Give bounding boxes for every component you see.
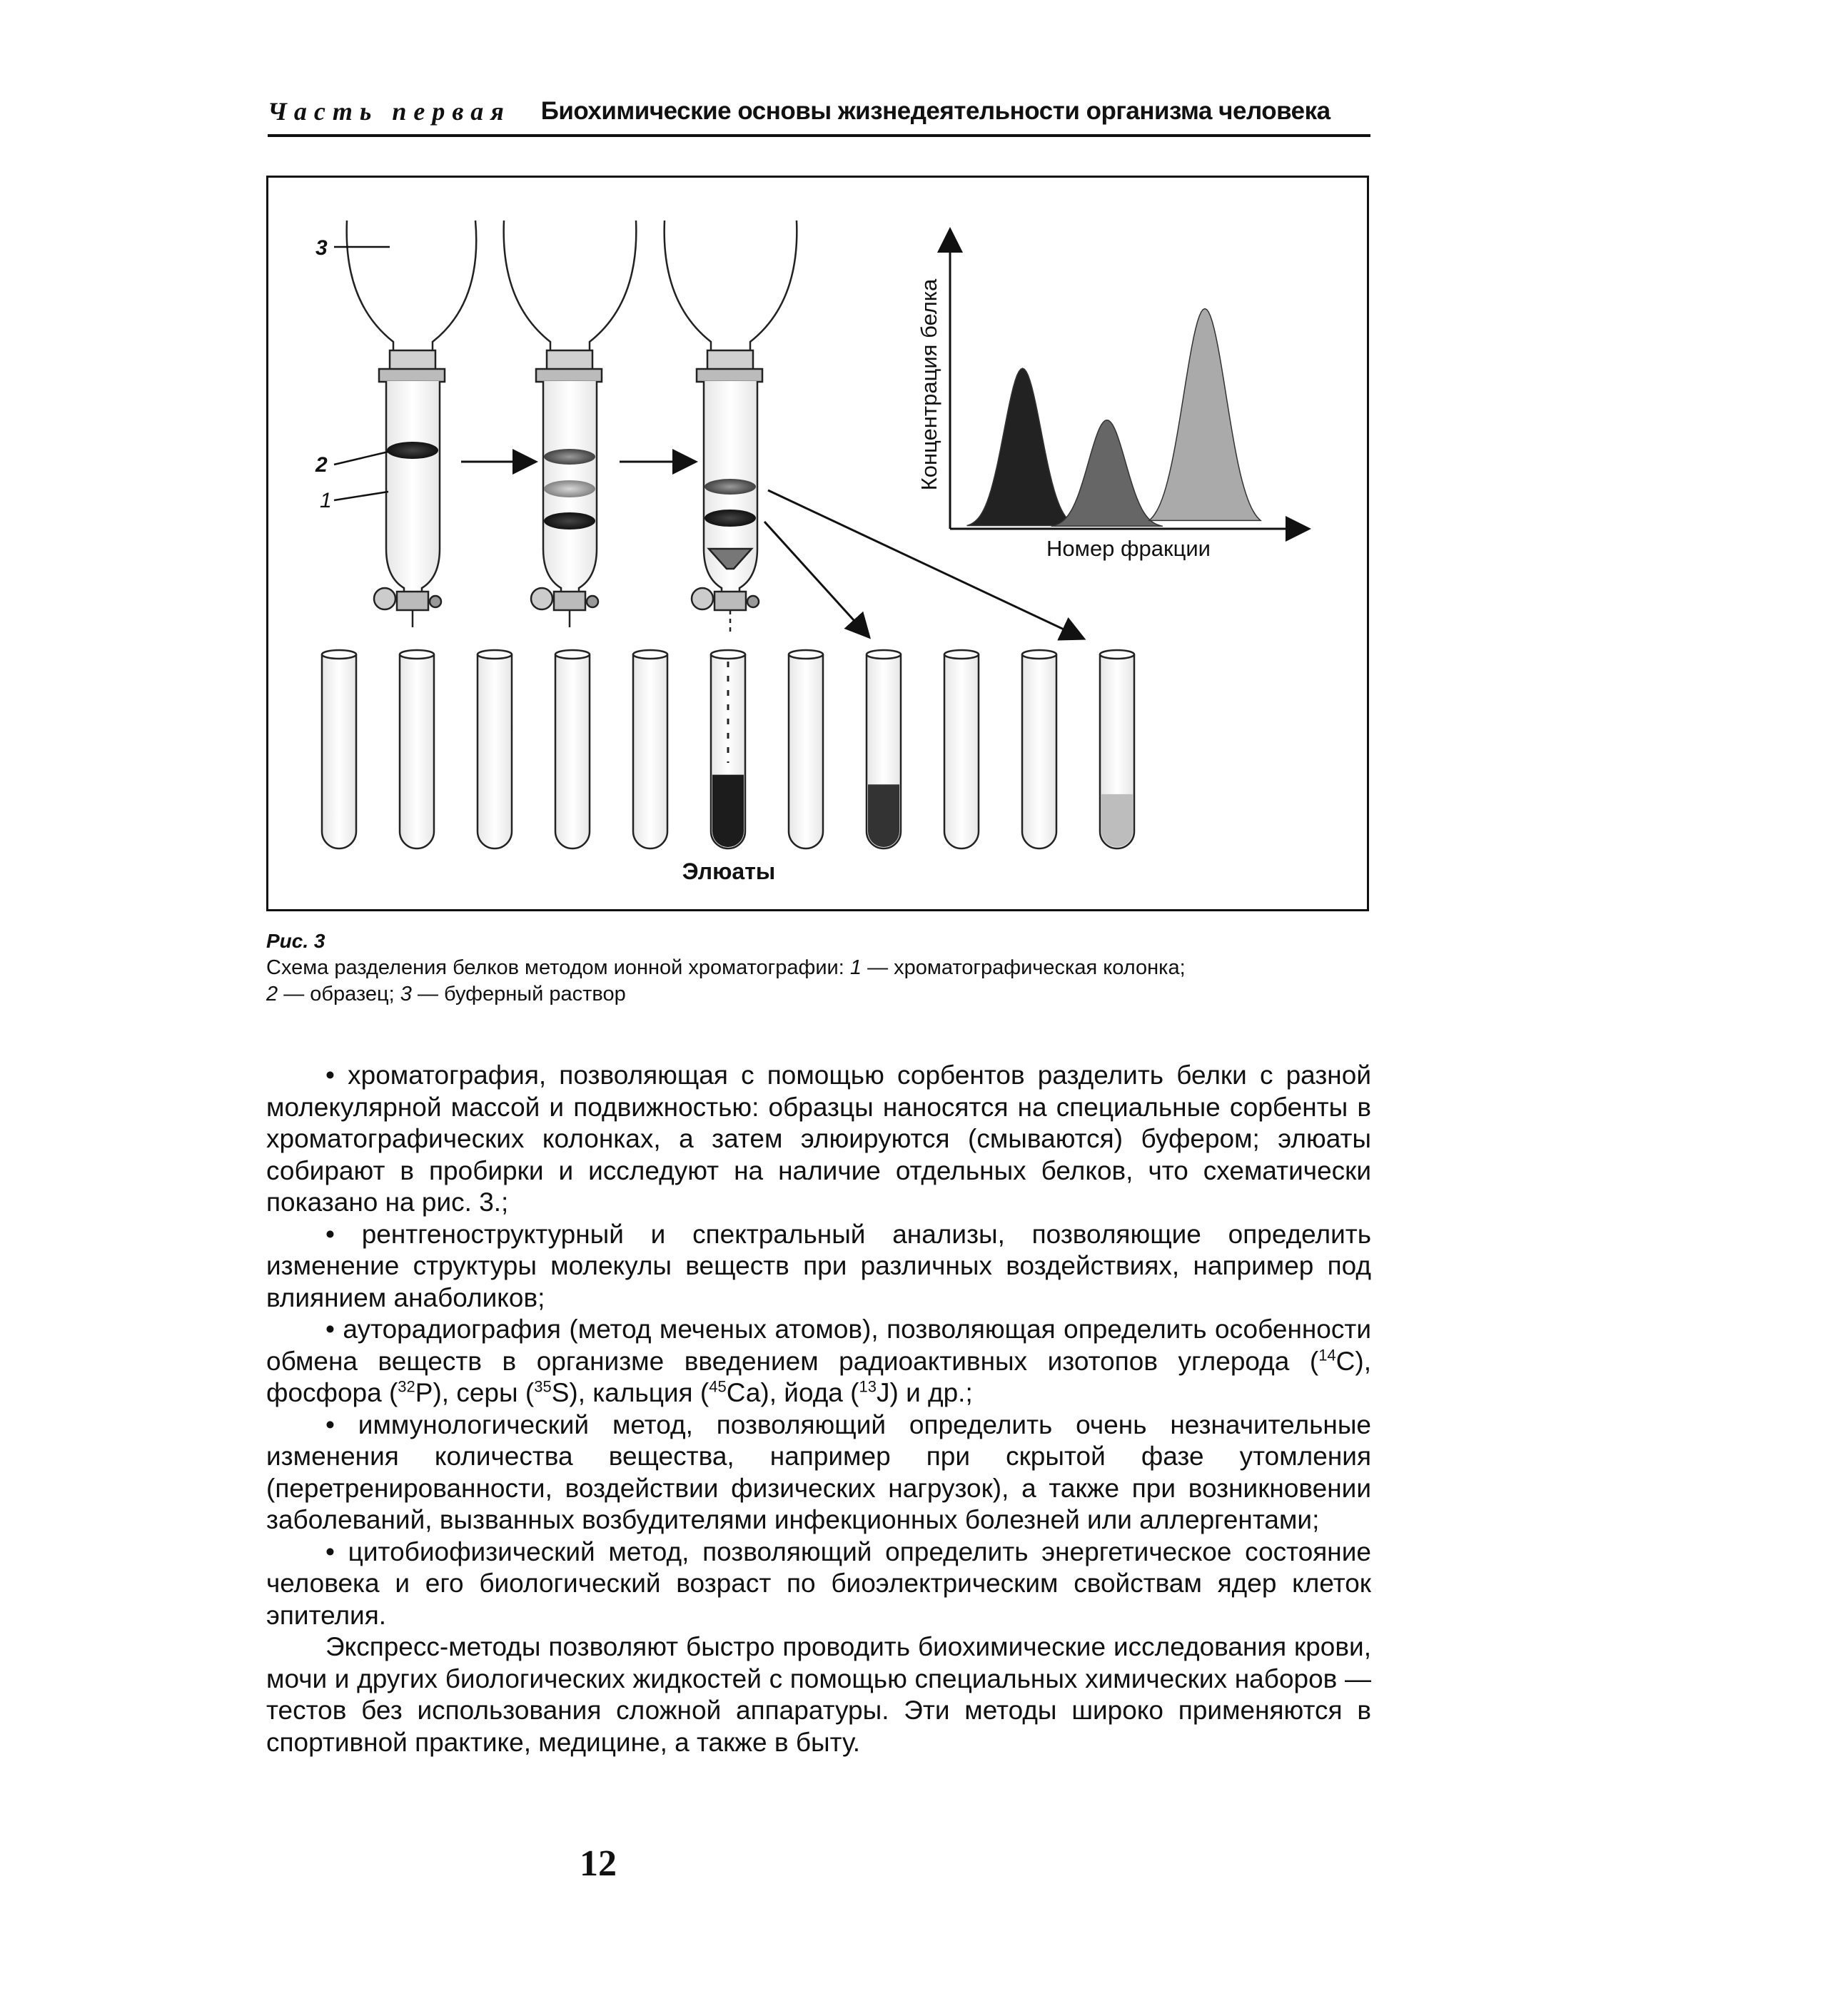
test-tube-11 <box>1100 650 1134 849</box>
isotope-c: 14 <box>1318 1346 1336 1364</box>
elution-graph <box>916 231 1307 561</box>
p3-part-b: С), фосфора ( <box>266 1346 1371 1407</box>
p3-part-e: Са), йода ( <box>726 1378 859 1407</box>
chart-peak-2 <box>1051 420 1163 527</box>
p3-part-c: Р), серы ( <box>415 1378 535 1407</box>
paragraph-autoradiography <box>266 1314 1371 1409</box>
column-3 <box>665 221 797 632</box>
column-1 <box>347 221 477 627</box>
caption-text-1b: — хроматографическая колонка; <box>862 956 1186 979</box>
graph-x-label: Номер фракции <box>1046 536 1211 561</box>
running-head-title: Биохимические основы жизнедеятельности организма человека <box>540 97 1330 125</box>
chart-peak-3 <box>1149 309 1261 521</box>
column-2 <box>504 221 637 627</box>
p3-part-d: S), кальция ( <box>551 1378 709 1407</box>
running-head <box>268 88 1370 137</box>
graph-y-label: Концентрация белка <box>916 278 941 491</box>
running-head-part: Часть первая <box>268 97 511 126</box>
isotope-j: 13 <box>859 1377 877 1396</box>
body-text <box>266 1060 1371 1758</box>
test-tube-8 <box>867 650 901 849</box>
chart-peak-1 <box>967 368 1079 525</box>
caption-label: Рис. 3 <box>266 930 325 952</box>
paragraph-chromatography: • хроматография, позволяющая с помощью сорбентов разделить белки с разной молекулярной массой и подвижностью: образцы наносятся на специальные сорбенты в хроматографических колонках, а затем элюируются (смываются) буфером; элюаты собирают в пробирки и исследуют на наличие отдельных белков, что схематически показано на рис. 3.; <box>266 1060 1371 1217</box>
isotope-s: 35 <box>534 1377 552 1396</box>
figure-caption <box>266 928 1380 1008</box>
eluate-fill-11 <box>1101 794 1133 847</box>
test-tube-6 <box>711 650 745 849</box>
eluate-fill-6 <box>712 775 744 847</box>
isotope-p: 32 <box>398 1377 415 1396</box>
test-tube-10 <box>1022 650 1056 849</box>
caption-num-3: 3 <box>400 983 412 1006</box>
test-tube-7 <box>789 650 823 849</box>
test-tube-2 <box>400 650 434 849</box>
caption-text-2a: — образец; <box>278 983 400 1006</box>
caption-num-1: 1 <box>849 956 862 979</box>
test-tube-5 <box>633 650 667 849</box>
eluates-label: Элюаты <box>682 858 776 884</box>
paragraph-cytobiophysical: • цитобиофизический метод, позволяющий определить энергетическое состояние человека и его биологический возраст по биоэлектрическим свойствам ядер клеток эпителия. <box>266 1536 1371 1630</box>
page-number: 12 <box>580 1843 617 1884</box>
caption-text <box>266 955 1380 1008</box>
isotope-ca: 45 <box>709 1377 727 1396</box>
callout-1: 1 <box>320 489 332 512</box>
p3-part-a: • ауторадиография (метод меченых атомов), позволяющая определить особенности обмена веществ в организме введением радиоактивных изотопов углерода ( <box>266 1315 1371 1376</box>
test-tube-3 <box>478 650 512 849</box>
p3-part-f: J) и др.; <box>876 1378 973 1407</box>
test-tubes <box>322 650 1134 849</box>
caption-text-2b: — буферный раствор <box>411 983 626 1006</box>
test-tube-9 <box>944 650 979 849</box>
paragraph-immunological: • иммунологический метод, позволяющий определить очень незначительные изменения количества вещества, например при скрытой фазе утомления (перетренированности, воздействии физических нагрузок), а также при возникновении заболеваний, вызванных возбудителями инфекционных болезней или аллергентами; <box>266 1409 1371 1534</box>
test-tube-4 <box>555 650 590 849</box>
paragraph-xray: • рентгеноструктурный и спектральный анализы, позволяющие определить изменение структуры молекулы веществ при различных воздействиях, например под влиянием анаболиков; <box>266 1219 1371 1312</box>
paragraph-express-methods: Экспресс-методы позволяют быстро проводить биохимические исследования крови, мочи и других биологических жидкостей с помощью специальных химических наборов — тестов без использования сложной аппаратуры. Эти методы широко применяются в спортивной практике, медицине, а также в быту. <box>266 1632 1371 1757</box>
callout-2: 2 <box>315 453 328 477</box>
figure-illustration <box>268 178 1367 909</box>
eluate-fill-8 <box>868 784 899 847</box>
caption-text-1a: Схема разделения белков методом ионной хроматографии: <box>266 956 850 979</box>
callout-3: 3 <box>315 236 328 260</box>
caption-num-2: 2 <box>266 983 278 1006</box>
test-tube-1 <box>322 650 356 849</box>
figure-3 <box>266 176 1369 911</box>
